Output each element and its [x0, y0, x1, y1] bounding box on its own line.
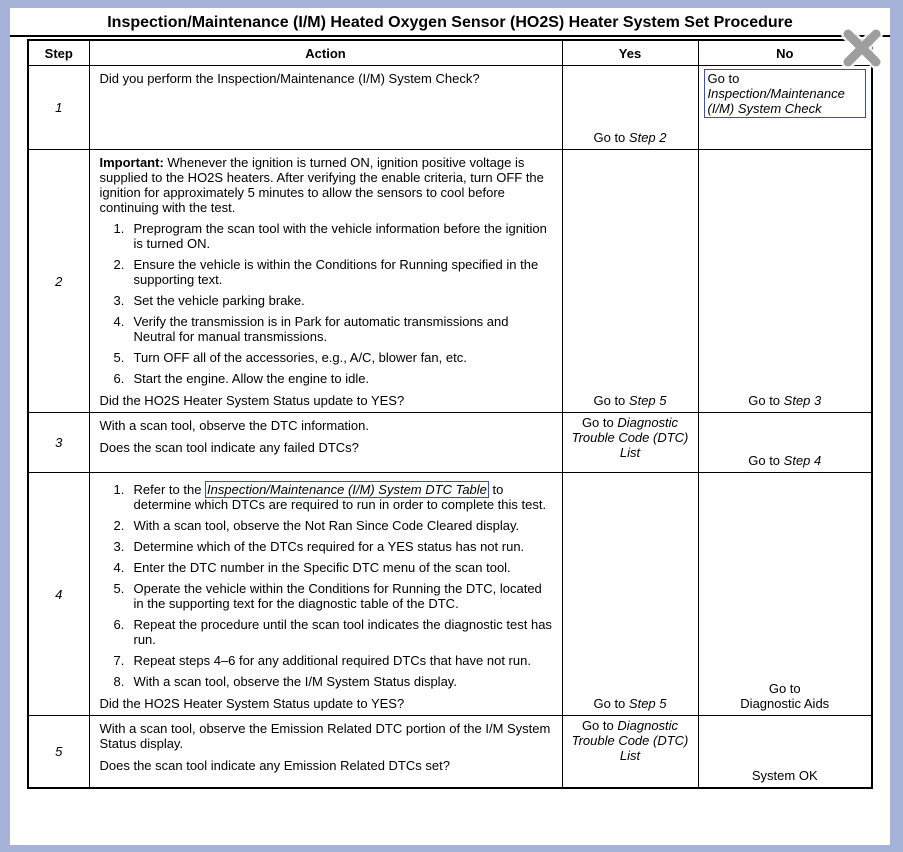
action-list-item: [114, 539, 554, 554]
no-cell: [698, 473, 872, 716]
text-run: Does the scan tool indicate any failed DTCs?: [99, 440, 359, 455]
action-question: [100, 758, 554, 773]
action-cell: [89, 716, 562, 789]
text-run: With a scan tool, observe the I/M System Status display.: [133, 674, 457, 689]
close-x-glyph: [838, 27, 886, 69]
list-number: 4.: [113, 560, 125, 575]
list-text: [134, 482, 554, 512]
no-cell: [698, 716, 872, 789]
action-paragraph: [100, 155, 554, 215]
list-text: [134, 560, 554, 575]
action-paragraph: [100, 418, 554, 433]
action-list-item: [114, 371, 554, 386]
step-number: 3: [28, 413, 89, 473]
text-run: Enter the DTC number in the Specific DTC menu of the scan tool.: [133, 560, 511, 575]
list-text: [134, 617, 554, 647]
text-run: Diagnostic Aids: [740, 696, 830, 711]
procedure-table: [27, 39, 873, 789]
link-inspection-maintenance-system-check[interactable]: [704, 69, 867, 118]
column-header-yes: Yes: [562, 40, 698, 66]
list-number: 1.: [113, 482, 125, 497]
list-text: [134, 653, 554, 668]
list-number: 6.: [113, 371, 125, 386]
list-text: [134, 350, 554, 365]
action-paragraph: [100, 71, 554, 86]
text-run: to determine which DTCs are required to run in order to complete this test.: [133, 482, 547, 512]
list-text: [134, 539, 554, 554]
action-list-item: [114, 617, 554, 647]
text-run: Go to: [768, 681, 801, 696]
text-run: Determine which of the DTCs required for a YES status has not run.: [133, 539, 525, 554]
column-header-no: No: [698, 40, 872, 66]
text-run: Go to: [748, 453, 784, 468]
list-number: 3.: [113, 539, 125, 554]
text-run: Diagnostic Trouble Code (DTC) List: [571, 415, 689, 460]
text-run: Start the engine. Allow the engine to idle.: [133, 371, 370, 386]
text-run: Did you perform the Inspection/Maintenance (I/M) System Check?: [99, 71, 480, 86]
text-run: Step 5: [628, 393, 667, 408]
list-number: 3.: [113, 293, 125, 308]
text-run: System OK: [751, 768, 818, 783]
text-run: Inspection/Maintenance (I/M) System Check: [707, 86, 845, 116]
action-list-item: [114, 674, 554, 689]
list-number: 4.: [113, 314, 125, 329]
action-question: [100, 393, 554, 408]
text-run: Refer to the: [133, 482, 206, 497]
text-run: Repeat the procedure until the scan tool indicates the diagnostic test has run.: [133, 617, 552, 647]
text-run: Operate the vehicle within the Conditions for Running the DTC, located in the supporting text for the diagnostic table of the DTC.: [133, 581, 542, 611]
text-run: Does the scan tool indicate any Emission Related DTCs set?: [99, 758, 450, 773]
procedure-table-body: [28, 66, 872, 789]
text-run: With a scan tool, observe the DTC information.: [99, 418, 370, 433]
text-run: With a scan tool, observe the Not Ran Since Code Cleared display.: [133, 518, 520, 533]
list-text: [134, 674, 554, 689]
action-cell: [89, 66, 562, 150]
text-run: Go to: [581, 415, 618, 430]
procedure-row: [28, 66, 872, 150]
list-number: 8.: [113, 674, 125, 689]
list-text: [134, 371, 554, 386]
list-number: 5.: [113, 581, 125, 596]
document: [10, 8, 890, 845]
text-run: With a scan tool, observe the Emission Related DTC portion of the I/M System Status display.: [99, 721, 551, 751]
action-list-item: [114, 221, 554, 251]
action-cell: [89, 473, 562, 716]
action-cell: [89, 150, 562, 413]
action-list-item: [114, 482, 554, 512]
list-text: [134, 221, 554, 251]
text-run: Go to: [593, 393, 629, 408]
text-run: Step 3: [783, 393, 822, 408]
action-list-item: [114, 581, 554, 611]
text-run: Go to: [748, 393, 784, 408]
text-run: Go to: [581, 718, 618, 733]
list-text: [134, 293, 554, 308]
yes-cell: [562, 716, 698, 789]
step-number: 4: [28, 473, 89, 716]
yes-cell: [562, 150, 698, 413]
no-cell: [698, 150, 872, 413]
text-run: Go to: [593, 696, 629, 711]
step-number: 1: [28, 66, 89, 150]
list-number: 1.: [113, 221, 125, 236]
action-cell: [89, 413, 562, 473]
text-run: Repeat steps 4–6 for any additional required DTCs that have not run.: [133, 653, 531, 668]
list-number: 6.: [113, 617, 125, 632]
procedure-row: [28, 150, 872, 413]
no-cell: [698, 413, 872, 473]
list-text: [134, 581, 554, 611]
action-list-item: [114, 314, 554, 344]
step-number: 5: [28, 716, 89, 789]
text-run: Step 2: [628, 130, 667, 145]
action-list-item: [114, 293, 554, 308]
page-title: Inspection/Maintenance (I/M) Heated Oxygen Sensor (HO2S) Heater System Set Procedure: [10, 8, 890, 37]
action-question: [100, 696, 554, 711]
text-run: Did the HO2S Heater System Status update to YES?: [99, 696, 405, 711]
action-list-item: [114, 350, 554, 365]
column-header-action: Action: [89, 40, 562, 66]
text-run: Step 4: [783, 453, 822, 468]
list-text: [134, 518, 554, 533]
text-run: Ensure the vehicle is within the Conditions for Running specified in the supporting text.: [133, 257, 539, 287]
action-list-item: [114, 518, 554, 533]
list-number: 7.: [113, 653, 125, 668]
action-list-item: [114, 560, 554, 575]
text-run: Go to: [593, 130, 629, 145]
yes-cell: [562, 66, 698, 150]
header-row: [28, 40, 872, 66]
text-run: Verify the transmission is in Park for automatic transmissions and Neutral for manual transmissions.: [133, 314, 509, 344]
list-text: [134, 257, 554, 287]
list-text: [134, 314, 554, 344]
yes-cell: [562, 413, 698, 473]
text-run: Whenever the ignition is turned ON, ignition positive voltage is supplied to the HO2S heaters. After verifying the enable criteria, turn OFF the ignition for approximately 5 minutes to allow the sensors to cool before continuing with the test.: [99, 155, 544, 215]
column-header-step: Step: [28, 40, 89, 66]
no-cell: [698, 66, 872, 150]
step-number: 2: [28, 150, 89, 413]
list-number: 2.: [113, 518, 125, 533]
text-run: Important:: [99, 155, 164, 170]
action-list-item: [114, 653, 554, 668]
procedure-row: [28, 473, 872, 716]
text-run: Preprogram the scan tool with the vehicle information before the ignition is turned ON.: [133, 221, 547, 251]
text-run: Did the HO2S Heater System Status update to YES?: [99, 393, 405, 408]
text-run: Set the vehicle parking brake.: [133, 293, 305, 308]
list-number: 5.: [113, 350, 125, 365]
procedure-row: [28, 413, 872, 473]
action-question: [100, 440, 554, 455]
yes-cell: [562, 473, 698, 716]
text-run: Go to: [707, 71, 740, 86]
procedure-row: [28, 716, 872, 789]
text-run: Turn OFF all of the accessories, e.g., A/C, blower fan, etc.: [133, 350, 467, 365]
close-icon[interactable]: [838, 27, 886, 69]
link-im-system-dtc-table[interactable]: Inspection/Maintenance (I/M) System DTC Table: [207, 482, 487, 497]
list-number: 2.: [113, 257, 125, 272]
text-run: Diagnostic Trouble Code (DTC) List: [571, 718, 689, 763]
action-list-item: [114, 257, 554, 287]
action-paragraph: [100, 721, 554, 751]
text-run: Step 5: [628, 696, 667, 711]
